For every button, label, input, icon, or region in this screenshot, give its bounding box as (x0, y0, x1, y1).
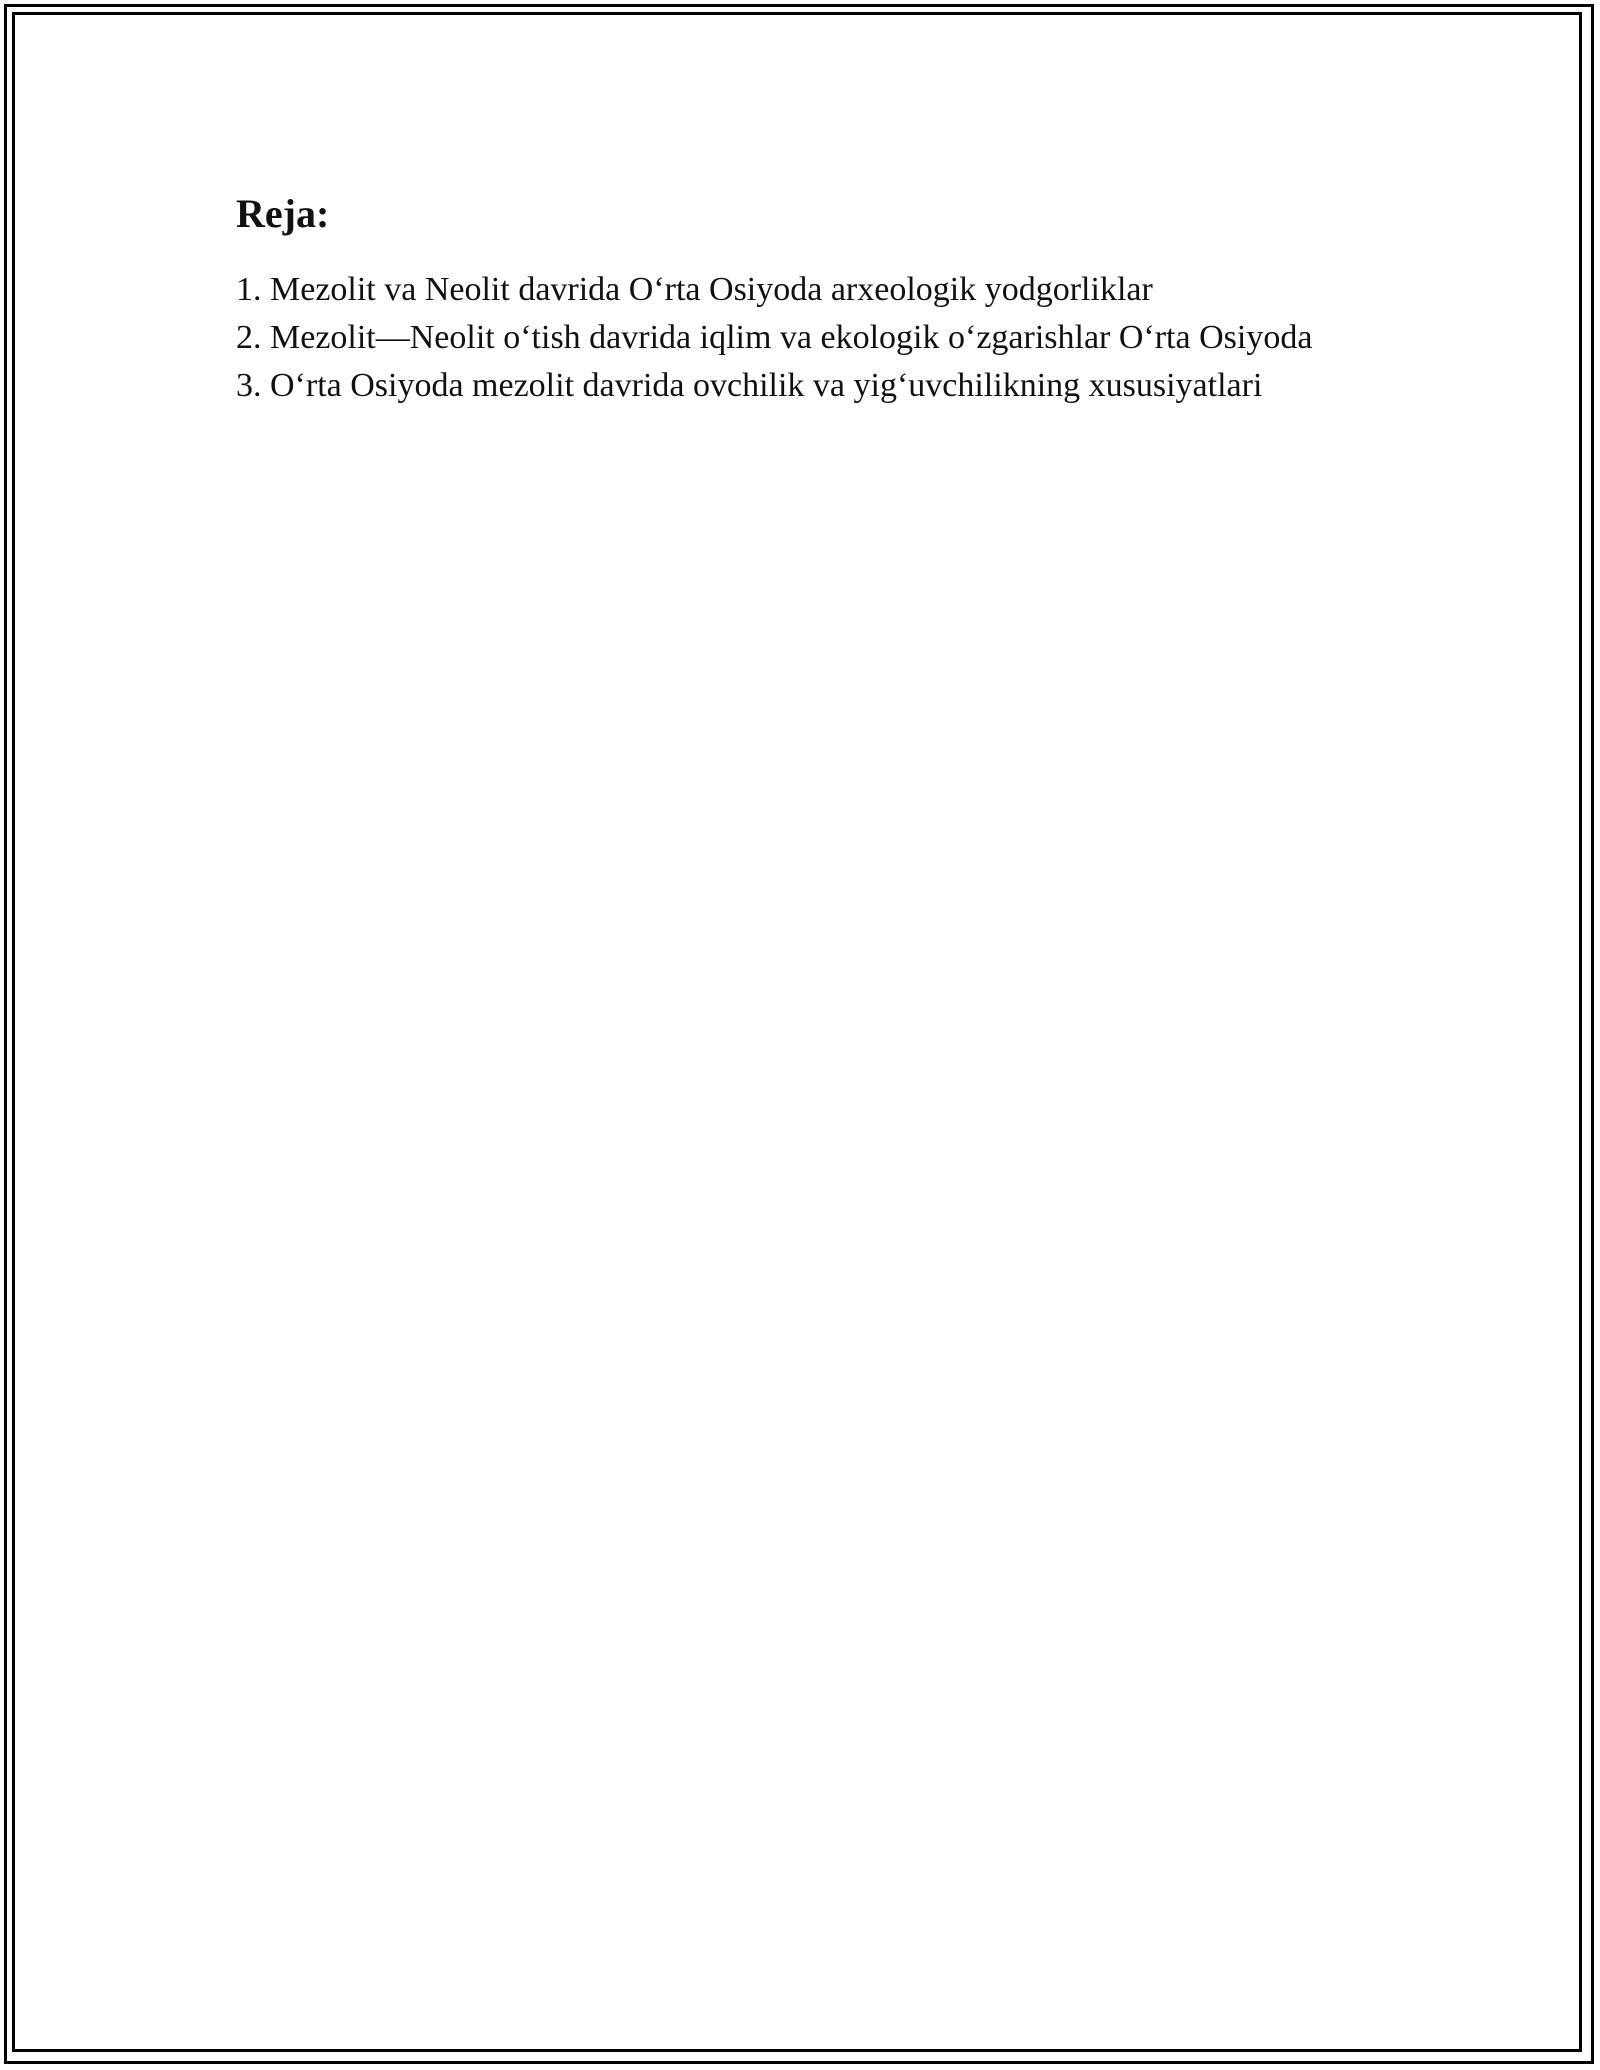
plan-item-2: 2. Mezolit—Neolit o‘tish davrida iqlim va ekologik o‘zgarishlar O‘rta Osiyoda (236, 319, 1313, 356)
plan-item-3: 3. O‘rta Osiyoda mezolit davrida ovchilik va yig‘uvchilikning xususiyatlari (236, 367, 1263, 404)
plan-item-1: 1. Mezolit va Neolit davrida O‘rta Osiyoda arxeologik yodgorliklar (236, 271, 1153, 308)
plan-list (236, 266, 1386, 410)
plan-heading: Reja: (236, 191, 330, 236)
document-body (236, 188, 1386, 410)
